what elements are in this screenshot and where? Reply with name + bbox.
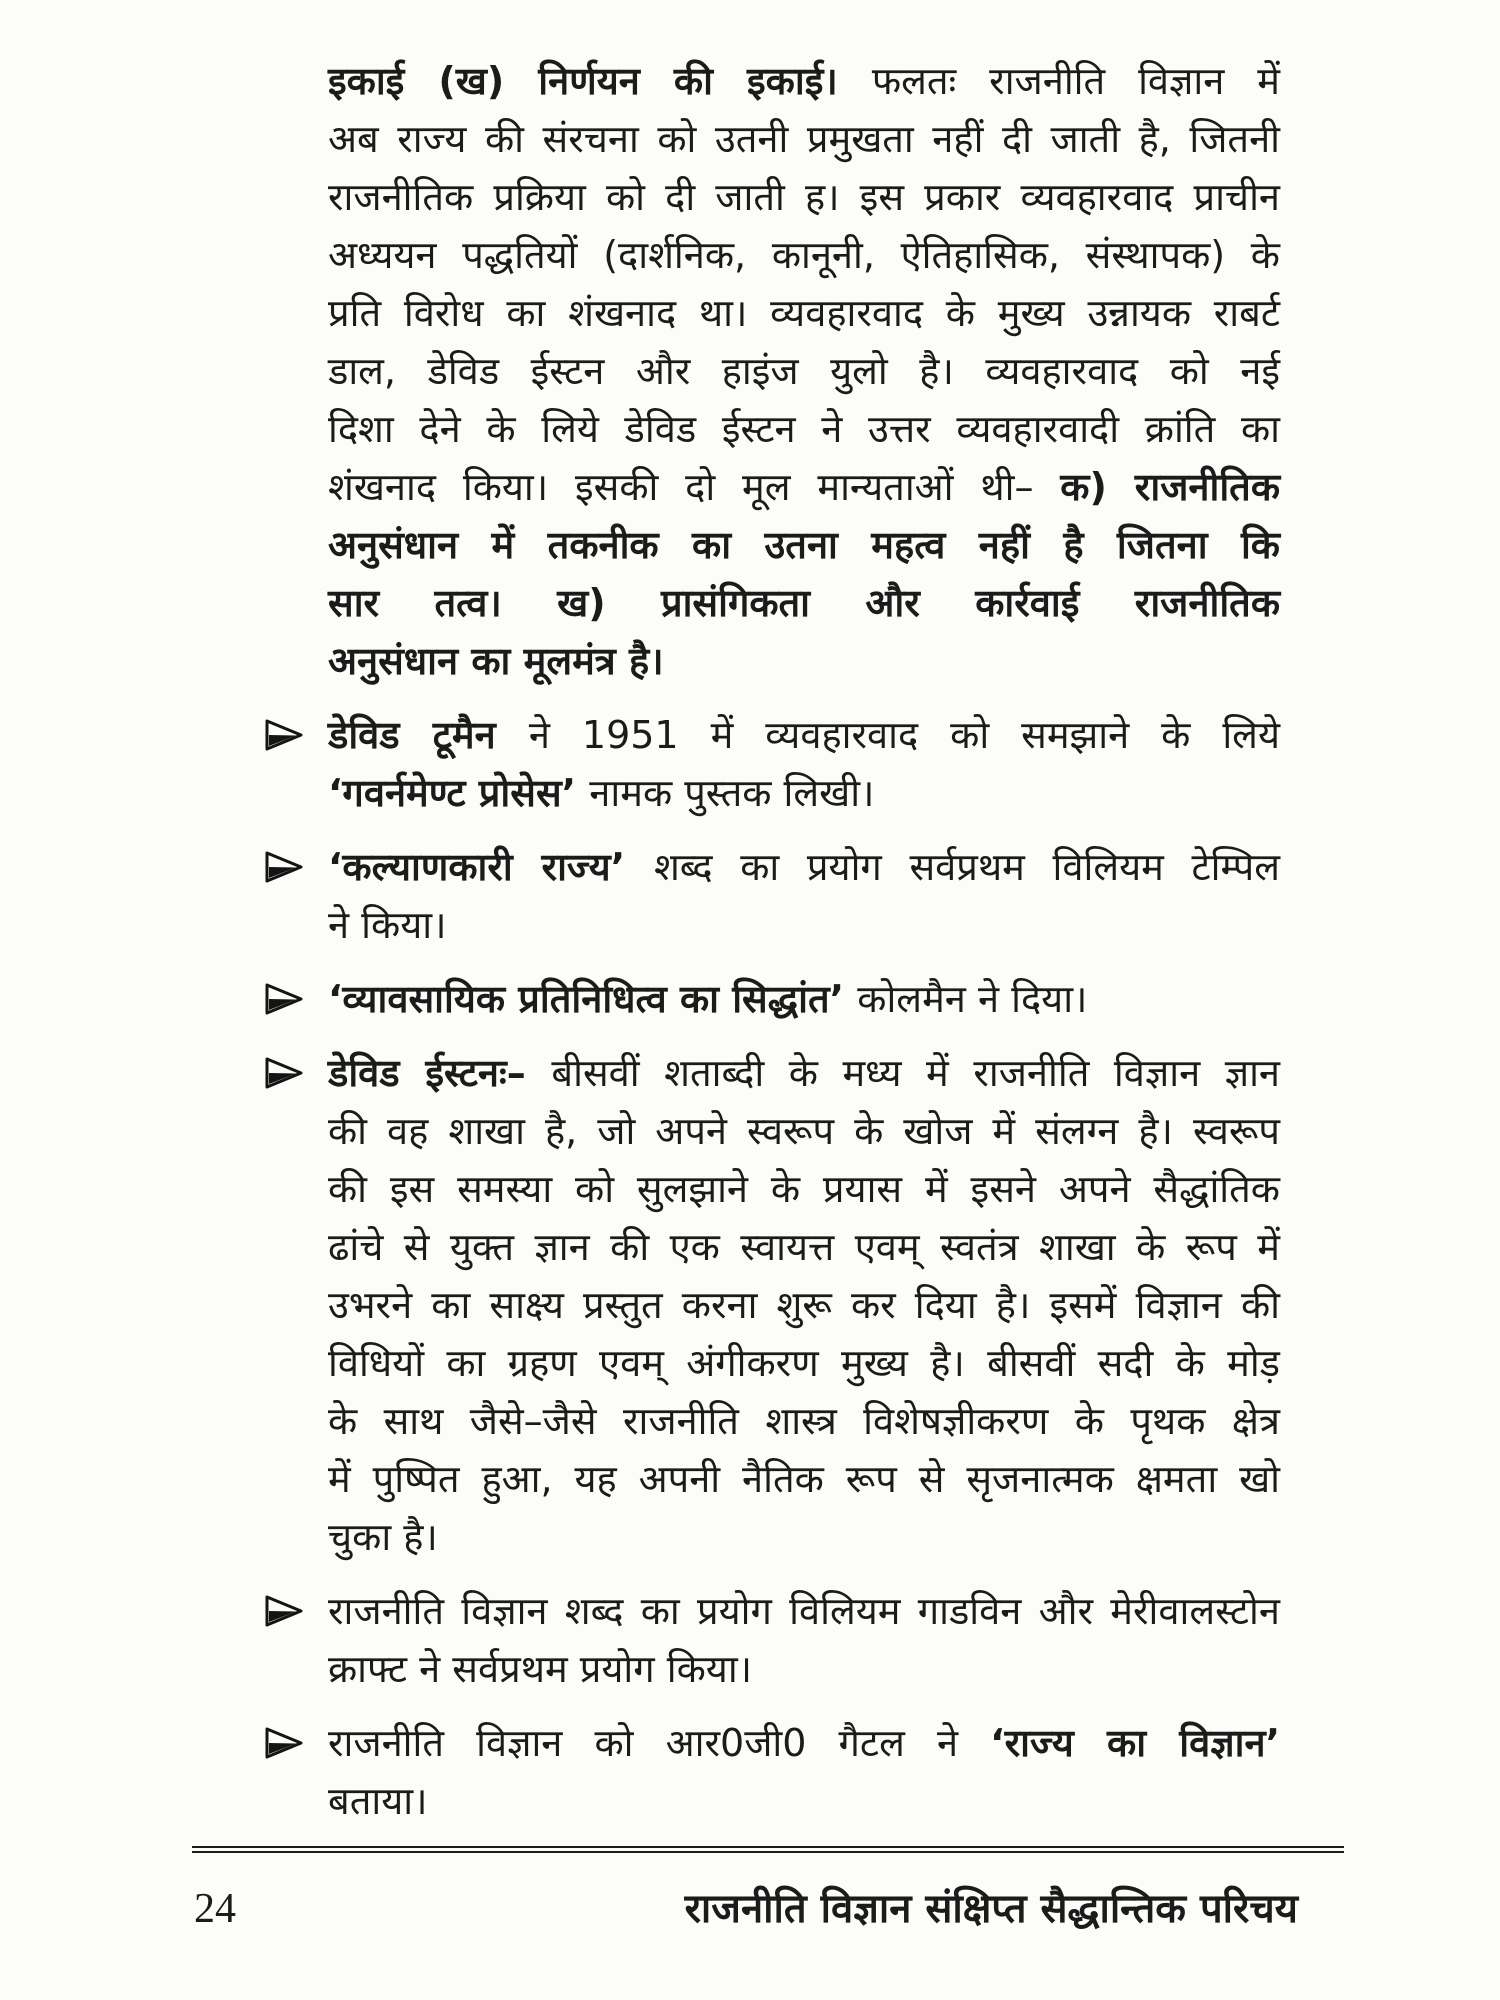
body-text: राजनीतिक प्रक्रिया को दी जाती ह। इस प्रकार व्यवहारवाद प्राचीन — [328, 175, 1280, 219]
text-line — [328, 458, 1280, 516]
text-line — [328, 574, 1280, 632]
text-line — [328, 1772, 1280, 1830]
body-text: दिशा देने के लिये डेविड ईस्टन ने उत्तर व्यवहारवादी क्रांति का — [328, 407, 1280, 451]
body-text: राजनीति विज्ञान को आर0जी0 गैटल ने — [328, 1721, 991, 1765]
right-arrowhead-bullet-icon — [264, 1057, 304, 1089]
bold-text: क) राजनीतिक — [1060, 465, 1281, 509]
bold-text: डेविड ईस्टनः– — [328, 1051, 552, 1095]
bold-text: ‘व्यावसायिक प्रतिनिधित्व का सिद्धांत’ — [328, 977, 858, 1021]
text-line — [328, 1334, 1280, 1392]
body-text: की इस समस्या को सुलझाने के प्रयास में इसने अपने सैद्धांतिक — [328, 1167, 1280, 1211]
bullet-item — [328, 706, 1280, 822]
text-line — [328, 1508, 1280, 1566]
body-text: प्रति विरोध का शंखनाद था। व्यवहारवाद के मुख्य उन्नायक राबर्ट — [328, 291, 1280, 335]
right-arrowhead-bullet-icon — [264, 1727, 304, 1759]
text-line — [328, 1450, 1280, 1508]
intro-paragraph — [328, 52, 1280, 690]
body-text: ने किया। — [328, 903, 447, 947]
right-arrowhead-bullet-icon — [264, 1595, 304, 1627]
text-line — [328, 1582, 1280, 1640]
text-line — [328, 168, 1280, 226]
body-text: बताया। — [328, 1779, 428, 1823]
text-line — [328, 764, 1280, 822]
body-text: नामक पुस्तक लिखी। — [589, 771, 875, 815]
text-line — [328, 516, 1280, 574]
footer-row — [192, 1879, 1344, 1934]
text-line — [328, 1044, 1280, 1102]
bullet-item — [328, 1582, 1280, 1698]
bold-text: अनुसंधान का मूलमंत्र है। — [328, 639, 664, 683]
text-line — [328, 110, 1280, 168]
right-arrowhead-bullet-icon — [264, 851, 304, 883]
body-text: फलतः राजनीति विज्ञान में — [871, 59, 1280, 103]
bold-text: अनुसंधान में तकनीक का उतना महत्व नहीं है जितना कि — [328, 523, 1280, 567]
bold-text: ‘गवर्नमेण्ट प्रोसेस’ — [328, 771, 590, 815]
bold-text: ‘राज्य का विज्ञान’ — [990, 1721, 1280, 1765]
text-line — [328, 1276, 1280, 1334]
body-text: की वह शाखा है, जो अपने स्वरूप के खोज में संलग्न है। स्वरूप — [328, 1109, 1280, 1153]
text-line — [328, 1640, 1280, 1698]
text-line — [328, 706, 1280, 764]
text-line — [328, 342, 1280, 400]
bullet-text — [328, 1582, 1280, 1698]
body-text: ने 1951 में व्यवहारवाद को समझाने के लिये — [528, 713, 1280, 757]
body-text: अब राज्य की संरचना को उतनी प्रमुखता नहीं दी जाती है, जितनी — [328, 117, 1280, 161]
bullet-text — [328, 970, 1280, 1028]
bold-text: इकाई (ख) निर्णयन की इकाई। — [328, 59, 872, 103]
body-text: अध्ययन पद्धतियों (दार्शनिक, कानूनी, ऐतिहासिक, संस्थापक) के — [328, 233, 1280, 277]
text-line — [328, 970, 1280, 1028]
body-text: शंखनाद किया। इसकी दो मूल मान्यताओं थी– — [328, 465, 1061, 509]
text-line — [328, 400, 1280, 458]
text-line — [328, 284, 1280, 342]
body-text: डाल, डेविड ईस्टन और हाइंज युलो है। व्यवहारवाद को नई — [328, 349, 1280, 393]
body-text: विधियों का ग्रहण एवम् अंगीकरण मुख्य है। बीसवीं सदी के मोड़ — [328, 1341, 1280, 1385]
right-arrowhead-bullet-icon — [264, 719, 304, 751]
body-text: राजनीति विज्ञान शब्द का प्रयोग विलियम गाडविन और मेरीवालस्टोन — [328, 1589, 1280, 1633]
footer-rule — [192, 1846, 1344, 1853]
bullet-item — [328, 1714, 1280, 1830]
body-text: शब्द का प्रयोग सर्वप्रथम विलियम टेम्पिल — [653, 845, 1280, 889]
text-line — [328, 52, 1280, 110]
body-text: में पुष्पित हुआ, यह अपनी नैतिक रूप से सृजनात्मक क्षमता खो — [328, 1457, 1280, 1501]
body-text: उभरने का साक्ष्य प्रस्तुत करना शुरू कर दिया है। इसमें विज्ञान की — [328, 1283, 1280, 1327]
body-text: क्राफ्ट ने सर्वप्रथम प्रयोग किया। — [328, 1647, 753, 1691]
page-content — [328, 52, 1280, 1830]
bullet-text — [328, 838, 1280, 954]
bullet-item — [328, 970, 1280, 1028]
bold-text: डेविड टूमैन — [328, 713, 529, 757]
body-text: के साथ जैसे–जैसे राजनीति शास्त्र विशेषज्ञीकरण के पृथक क्षेत्र — [328, 1399, 1280, 1443]
text-line — [328, 226, 1280, 284]
body-text: ढांचे से युक्त ज्ञान की एक स्वायत्त एवम् स्वतंत्र शाखा के रूप में — [328, 1225, 1280, 1269]
footer-book-title: राजनीति विज्ञान संक्षिप्त सैद्धान्तिक परिचय — [684, 1886, 1298, 1932]
page-footer — [192, 1846, 1344, 1934]
body-text: बीसवीं शताब्दी के मध्य में राजनीति विज्ञान ज्ञान — [551, 1051, 1281, 1095]
page-number: 24 — [194, 1886, 236, 1932]
body-text: कोलमैन ने दिया। — [857, 977, 1088, 1021]
bullet-text — [328, 706, 1280, 822]
text-line — [328, 1218, 1280, 1276]
text-line — [328, 896, 1280, 954]
text-line — [328, 1160, 1280, 1218]
text-line — [328, 632, 1280, 690]
text-line — [328, 838, 1280, 896]
body-text: चुका है। — [328, 1515, 438, 1559]
bullet-text — [328, 1714, 1280, 1830]
bold-text: सार तत्व। ख) प्रासंगिकता और कार्रवाई राजनीतिक — [328, 581, 1280, 625]
bullet-item — [328, 1044, 1280, 1566]
bullet-item — [328, 838, 1280, 954]
bullet-text — [328, 1044, 1280, 1566]
bold-text: ‘कल्याणकारी राज्य’ — [328, 845, 654, 889]
text-line — [328, 1714, 1280, 1772]
text-line — [328, 1392, 1280, 1450]
right-arrowhead-bullet-icon — [264, 983, 304, 1015]
text-line — [328, 1102, 1280, 1160]
bullet-list — [328, 706, 1280, 1830]
